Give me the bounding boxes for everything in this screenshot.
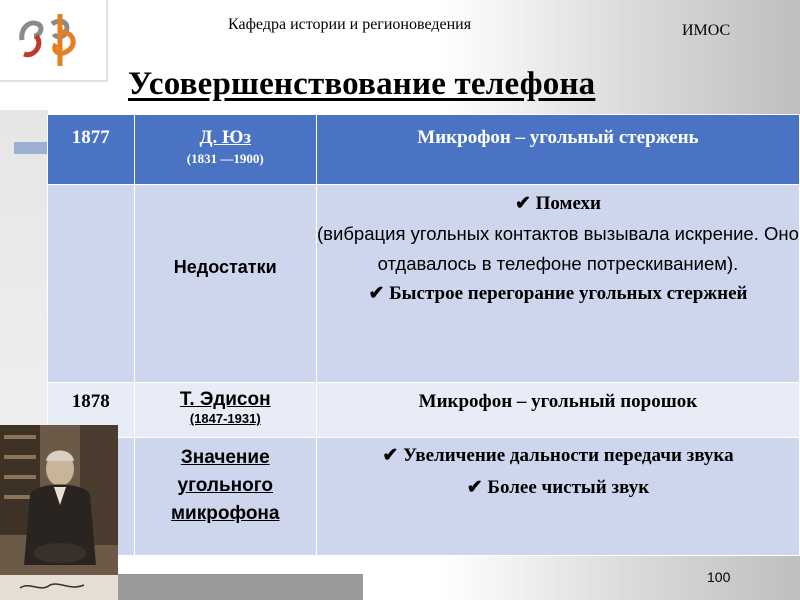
logo-icon — [14, 10, 92, 70]
device-description: Микрофон – угольный стержень — [417, 127, 699, 148]
benefit-clarity: ✔ Более чистый звук — [466, 477, 650, 498]
drawbacks-list — [317, 185, 799, 309]
side-marker — [14, 142, 48, 154]
footer-bar — [118, 574, 363, 600]
table-row — [48, 115, 800, 185]
drawbacks-label: Недостатки — [173, 257, 277, 277]
table-cell — [48, 115, 135, 185]
inventor-edison: Т. Эдисон — [179, 389, 271, 410]
table-row — [48, 383, 800, 438]
page-title: Усовершенствование телефона — [128, 66, 596, 102]
benefit-distance: ✔ Увеличение дальности передачи звука — [382, 445, 734, 466]
institute-name: ИМОС — [682, 22, 731, 39]
table-cell — [316, 383, 799, 438]
inventor-dates: (1831 —1900) — [186, 151, 264, 166]
table-row — [48, 438, 800, 556]
year-1878: 1878 — [71, 391, 110, 412]
year-1877: 1877 — [71, 127, 110, 148]
table-row — [48, 185, 800, 383]
inventor-hughes: Д. Юз — [199, 127, 252, 148]
page-number: 100 — [707, 569, 731, 585]
drawback-burnout: ✔ Быстрое перегорание угольных стержней — [368, 283, 748, 304]
table-cell — [134, 438, 316, 556]
table-cell — [134, 185, 316, 383]
table-cell — [316, 438, 799, 556]
department-logo — [0, 0, 108, 82]
table-cell — [316, 115, 799, 185]
table-cell — [134, 383, 316, 438]
benefits-list — [317, 438, 799, 504]
drawback-noise: ✔ Помехи — [514, 193, 601, 214]
edison-portrait — [0, 425, 118, 600]
comparison-table — [47, 114, 800, 556]
table-cell — [134, 115, 316, 185]
drawback-noise-detail: (вибрация угольных контактов вызывала искрение. Оно отдавалось в телефоне потрескиванием). — [317, 223, 799, 274]
table-cell — [316, 185, 799, 383]
device-description: Микрофон – угольный порошок — [418, 391, 698, 412]
portrait-image — [0, 425, 118, 600]
significance-label: Значение угольного микрофона — [171, 447, 280, 524]
inventor-dates: (1847-1931) — [189, 411, 261, 426]
department-name: Кафедра истории и регионоведения — [228, 16, 472, 33]
table-cell — [48, 185, 135, 383]
